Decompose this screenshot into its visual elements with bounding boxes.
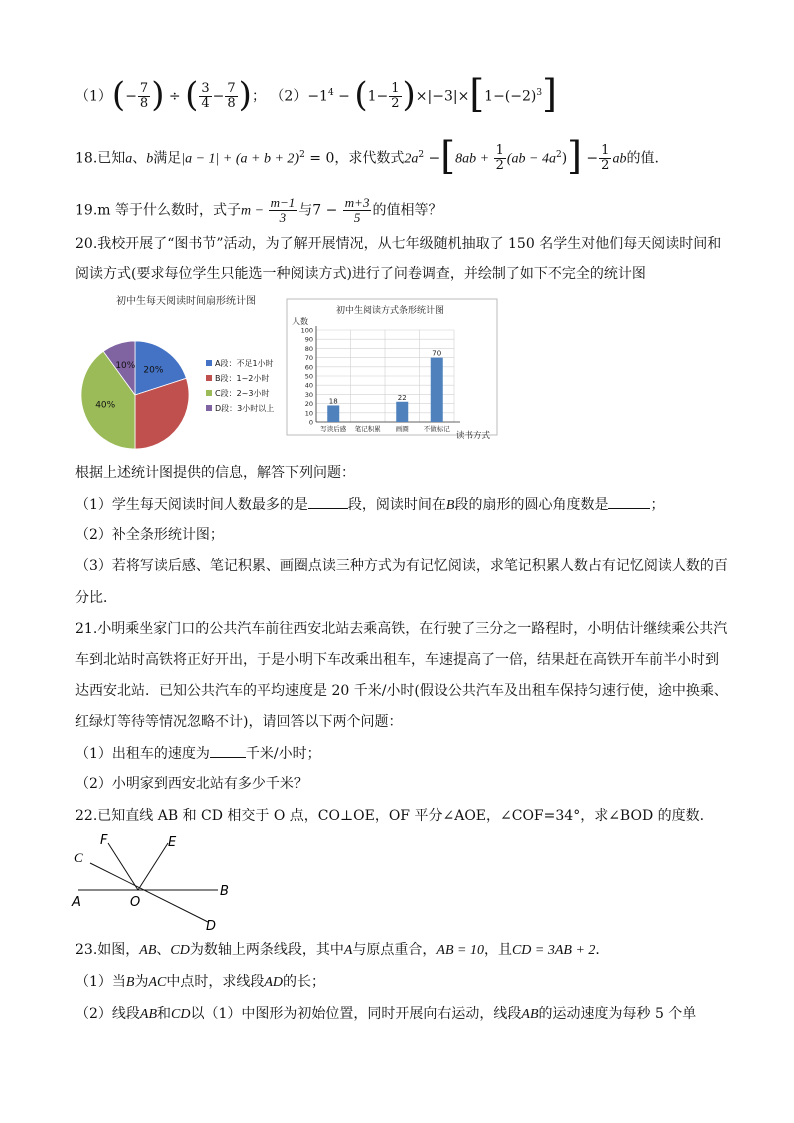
y-tick-label: 30: [304, 390, 313, 399]
q21-sub2: （2）小明家到西安北站有多少千米？: [75, 776, 308, 792]
x-tick-label: 不做标记: [423, 425, 450, 433]
y-tick-label: 0: [308, 418, 313, 427]
y-tick-label: 80: [304, 344, 313, 353]
q21-line4: 红绿灯等待等情况忽略不计)，请回答以下两个问题：: [75, 714, 403, 730]
bar-xlabel: 读书方式: [456, 431, 491, 441]
legend-label: C段：2~3小时: [215, 389, 270, 398]
q20-sub3-line1: （3）若将写读后感、笔记积累、画圈点读三种方式为有记忆阅读，求笔记积累人数占有记忆阅读人数的百: [75, 558, 728, 574]
bar-title: 初中生阅读方式条形统计图: [335, 306, 445, 316]
x-tick-label: 画圈: [395, 425, 409, 433]
q20-line1: 20.我校开展了“图书节”活动，为了解开展情况，从七年级随机抽取了 150 名学生对他们每天阅读时间和: [75, 236, 722, 252]
bar-value-label: 18: [328, 397, 338, 406]
pie-slice-label: 10%: [115, 361, 136, 372]
answer-blank[interactable]: [608, 494, 650, 509]
y-tick-label: 40: [304, 381, 313, 390]
fraction: $\frac{3}{4}$: [201, 81, 210, 111]
label-E: E: [168, 835, 177, 850]
legend-label: B段：1~2小时: [215, 374, 270, 383]
q23-line: 23.如图，AB、CD为数轴上两条线段，其中A与原点重合，AB = 10，且CD = 3AB + 2．: [75, 942, 610, 958]
fraction: $\frac{1}{2}$: [601, 143, 610, 173]
bar: [431, 358, 443, 422]
bar-chart: [286, 298, 506, 448]
q20-sub3-line2: 分比．: [75, 590, 117, 606]
q21-line1: 21.小明乘坐家门口的公共汽车前往西安北站去乘高铁，在行驶了三分之一路程时，小明估计继续乘公共汽: [75, 621, 728, 637]
legend-label: D段：3小时以上: [215, 404, 275, 413]
legend-label: A段：不足1小时: [215, 359, 274, 368]
label-D: D: [206, 919, 217, 934]
q23-sub1: （1）当B为AC中点时，求线段AD的长；: [75, 974, 326, 990]
q17-line: （1）(− $\frac{7}{8}$ ) ÷ ( $\frac{3}{4}$ − $\frac{7}{8}$ )； $(2)-1^4 - (1-$ $\frac{1}{2}$ )$\times|-3|\times[1-(-2)^3]$: [75, 71, 557, 116]
q17-part1-label: （1）: [75, 88, 112, 105]
q20-after: 根据上述统计图提供的信息，解答下列问题：: [75, 465, 355, 481]
q23-sub2: （2）线段AB和CD以（1）中图形为初始位置，同时开展向右运动，线段AB的运动速度为每秒 5 个单: [75, 1006, 697, 1022]
y-tick-label: 50: [304, 372, 313, 381]
y-tick-label: 100: [300, 326, 313, 335]
pie-slice-label: 40%: [95, 400, 116, 411]
x-tick-label: 笔记积累: [354, 425, 381, 433]
y-tick-label: 20: [304, 400, 313, 409]
label-O: O: [130, 895, 141, 910]
legend-swatch: [206, 375, 212, 381]
y-tick-label: 60: [304, 363, 313, 372]
legend-swatch: [206, 405, 212, 411]
label-A: A: [72, 895, 81, 910]
answer-blank[interactable]: [308, 494, 348, 509]
q17-part2-label: （2）: [270, 88, 308, 105]
bar-ylabel: 人数: [292, 317, 308, 326]
q20-sub1: （1）学生每天阅读时间人数最多的是 段，阅读时间在B段的扇形的圆心角度数是 ；: [75, 494, 664, 516]
y-tick-label: 10: [304, 409, 313, 418]
q20-sub2: （2）补全条形统计图；: [75, 527, 224, 543]
pie-slice-label: 20%: [143, 365, 164, 376]
q21-line3: 达西安北站．已知公共汽车的平均速度是 20 千米/小时(假设公共汽车及出租车保持匀速行使，途中换乘、: [75, 683, 728, 699]
q21-sub1: （1）出租车的速度为 千米/小时；: [75, 743, 321, 764]
y-tick-label: 70: [304, 354, 313, 363]
fraction: $\frac{m+3}{5}$: [344, 195, 370, 225]
legend-swatch: [206, 360, 212, 366]
fraction: $\frac{1}{2}$: [391, 81, 400, 111]
q22-figure: [68, 828, 248, 936]
pie-title: 初中生每天阅读时间扇形统计图: [116, 296, 256, 307]
bar-value-label: 22: [397, 393, 407, 402]
bar-value-label: 70: [432, 349, 442, 358]
label-B: B: [220, 884, 229, 899]
fraction: $\frac{m-1}{3}$: [270, 195, 296, 225]
fraction: $\frac{1}{2}$: [495, 143, 504, 173]
q20-line2: 阅读方式(要求每位学生只能选一种阅读方式)进行了问卷调查，并绘制了如下不完全的统计图: [75, 266, 646, 282]
fraction: $\frac{7}{8}$: [227, 81, 236, 111]
y-tick-label: 90: [304, 335, 313, 344]
pie-chart: [78, 290, 288, 460]
bar: [396, 402, 408, 422]
label-C: C: [74, 850, 83, 865]
q22-text: 22.已知直线 AB 和 CD 相交于 O 点，CO⊥OE，OF 平分∠AOE，∠COF=34°，求∠BOD 的度数.: [75, 808, 705, 824]
bar: [327, 405, 339, 422]
q21-line2: 车到北站时高铁将正好开出，于是小明下车改乘出租车，车速提高了一倍，结果赶在高铁开车前半小时到: [75, 652, 719, 668]
label-F: F: [100, 833, 108, 848]
q18-line: 18.已知a、b满足$|a - 1| + (a + b + 2)^2 = 0$，求代数式$2a^2 -[8ab$ + $\frac{1}{2}$ $(ab - 4a^2)$] − $\frac{1}{2}$ ab的值.: [75, 133, 659, 178]
x-tick-label: 写读后感: [320, 425, 347, 433]
answer-blank[interactable]: [210, 743, 246, 758]
legend-swatch: [206, 390, 212, 396]
q19-line: 19.m 等于什么数时，式子m − $\frac{m-1}{3}$ 与7 − $\frac{m+3}{5}$ 的值相等？: [75, 195, 443, 225]
fraction: $\frac{7}{8}$: [139, 81, 149, 111]
